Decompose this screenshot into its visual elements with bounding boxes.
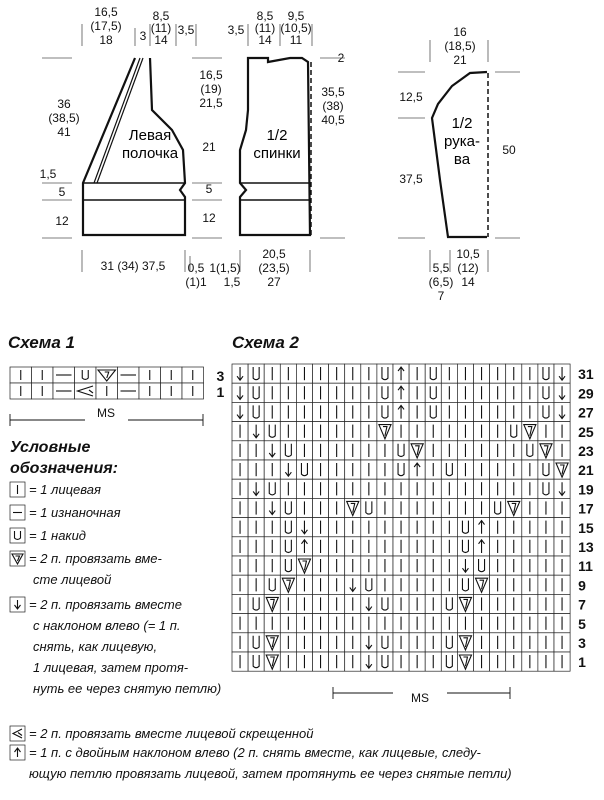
scheme2-cell [264,479,280,498]
legend-item-text: с наклоном влево (= 1 п. [33,618,181,633]
back-bottom-width: 20,5 [262,247,286,261]
front-armhole: 16,5 [199,68,223,82]
scheme2-ms-label: MS [411,691,429,705]
scheme1-row-label: 1 [216,384,225,400]
scheme2-cell [280,518,296,537]
front-shoulder-large: 14 [154,33,168,47]
legend-list [10,482,221,696]
legend-bottom-item [10,745,512,781]
scheme2-cell [425,383,441,402]
front-height: 36 [57,97,71,111]
front-height-large: 41 [57,125,71,139]
back-name-2: спинки [253,145,301,162]
sleeve-cuff-width-large: 14 [461,275,475,289]
sleeve-top-width-mid: (18,5) [444,39,476,53]
scheme2-cell [248,594,264,613]
scheme2-row-label: 19 [578,481,594,498]
legend-title: Условные [10,439,91,456]
legend-item-text: нуть ее через снятую петлю) [33,681,222,696]
scheme2-cell [538,364,554,383]
scheme2-cell [361,575,377,594]
back-labels [209,9,345,289]
scheme2-cell [538,402,554,421]
scheme2-cell [248,652,264,671]
scheme2-row-label: 7 [578,596,586,613]
legend-item-text: = 1 лицевая [29,482,101,497]
front-bottom-width: 31 (34) 37,5 [100,259,166,273]
scheme2-grid [232,364,594,671]
front-shoulder-mid: (11) [150,21,172,35]
scheme2-row-label: 3 [578,635,586,651]
sleeve-cuff-width: 10,5 [456,247,480,261]
scheme2-cell [490,498,506,517]
legend-item-text: = 2 п. провязать вместе [29,597,182,612]
sleeve-cuff-offset: 5,5 [432,261,450,275]
scheme1-row [10,367,225,384]
scheme2-cell [280,498,296,517]
scheme2-row-label: 5 [578,615,586,632]
scheme2-row-label: 29 [578,385,594,402]
front-rib-right: 12 [202,211,216,225]
front-top-width-mid: (17,5) [90,19,122,33]
scheme2-cell [441,633,457,652]
front-name-2: полочка [121,145,179,162]
scheme2-cell [522,441,538,460]
scheme2-row [232,537,594,556]
scheme2-cell [280,556,296,575]
scheme2-cell [425,402,441,421]
back-neck: 9,5 [287,9,305,23]
scheme2-row-label: 23 [578,443,594,459]
scheme2-cell [393,441,409,460]
scheme1-title: Схема 1 [8,333,75,352]
legend-item-text: = 1 изнаночная [29,505,121,520]
scheme2-cell [441,460,457,479]
scheme1-row [10,383,225,400]
sleeve-name-2: рука- [444,133,480,150]
scheme2-row [232,441,594,460]
scheme2-row [232,652,586,671]
scheme2-cell [457,575,473,594]
scheme2-cell [377,364,393,383]
front-small-step: 1,5 [39,167,57,181]
scheme2-cell [441,652,457,671]
front-side-offset-2: (1)1 [185,275,207,289]
scheme2-cell [506,422,522,441]
scheme2-row [232,633,586,652]
sleeve-name-3: ва [453,151,471,168]
back-neck-large: 11 [289,33,303,47]
scheme2-cell [248,633,264,652]
legend-title-2: обозначения: [10,460,118,477]
front-band-right: 5 [205,182,213,196]
front-name: Левая [128,127,172,144]
sleeve-cap-height: 12,5 [399,90,423,104]
sleeve-body-height: 37,5 [399,172,423,186]
back-height-large: 40,5 [321,113,345,127]
scheme2-row-label: 13 [578,539,594,555]
scheme2-row-label: 27 [578,404,594,421]
scheme2-cell [441,594,457,613]
legend-bottom-text: = 1 п. с двойным наклоном влево (2 п. снять вместе, как лицевые, следу- [29,745,481,760]
front-armhole-large: 21,5 [199,96,223,110]
legend-bottom-text: = 2 п. провязать вместе лицевой скрещенной [29,726,314,741]
scheme2-row-label: 31 [578,366,594,383]
scheme2-title: Схема 2 [232,333,299,352]
scheme2-cell [280,441,296,460]
back-side-offset: 1(1,5) [209,261,241,275]
legend-item-text: сте лицевой [33,572,112,587]
front-rib-left: 12 [55,214,69,228]
scheme2-cell [457,518,473,537]
scheme2-row [232,479,594,498]
back-neck-depth: 2 [337,51,345,65]
front-neck-gap: 3 [139,29,147,43]
legend-item [10,528,86,543]
legend-item [10,597,221,696]
front-armhole-mid: (19) [200,82,222,96]
scheme2-cell [248,402,264,421]
scheme2-cell [538,479,554,498]
scheme2-row [232,575,586,594]
scheme2-cell [248,383,264,402]
scheme2-row [232,518,594,537]
sleeve-cuff-offset-large: 7 [437,289,445,303]
scheme2-cell [377,594,393,613]
front-band-left: 5 [58,185,66,199]
back-edge-top: 3,5 [227,23,245,37]
back-name: 1/2 [266,127,288,144]
back-shoulder-large: 14 [258,33,272,47]
scheme2-row [232,422,594,441]
legend-item-text: снять, как лицевую, [33,639,158,654]
scheme2-row [232,383,594,402]
back-neck-mid: (10,5) [280,21,312,35]
back-bottom-width-large: 27 [267,275,281,289]
legend-bottom-item [10,726,314,741]
scheme1-ms-label: MS [97,406,115,420]
scheme2-row-label: 11 [578,558,593,575]
scheme2-cell [457,537,473,556]
back-side-offset-2: 1,5 [223,275,241,289]
legend-item [10,482,101,497]
back-bottom-width-mid: (23,5) [258,261,290,275]
legend-item-text: = 2 п. провязать вме- [29,551,162,566]
back-shoulder-mid: (11) [254,21,276,35]
scheme2-row [232,614,586,633]
legend-item-text: = 1 накид [29,528,86,543]
sleeve-top-width-large: 21 [453,53,467,67]
scheme1-cell [75,367,97,383]
scheme2-cell [393,460,409,479]
front-top-width-large: 18 [99,33,113,47]
front-edge-top: 3,5 [177,23,195,37]
scheme2-row [232,460,594,479]
scheme2-cell [538,383,554,402]
scheme2-cell [377,652,393,671]
front-top-width: 16,5 [94,5,118,19]
scheme2-row [232,402,594,421]
scheme2-row-label: 9 [578,577,586,594]
scheme1-grid [10,367,225,400]
scheme2-row [232,498,594,517]
scheme2-row [232,364,594,383]
scheme2-row-label: 15 [578,519,594,536]
sleeve-total-height: 50 [502,143,516,157]
scheme2-cell [361,498,377,517]
scheme2-row-label: 25 [578,423,594,440]
sleeve-labels [399,25,516,303]
scheme2-cell [264,575,280,594]
back-height: 35,5 [321,85,345,99]
legend-item [10,505,121,520]
scheme2-cell [377,383,393,402]
front-labels [40,5,223,289]
front-side-offset: 0,5 [187,261,205,275]
scheme2-cell [425,364,441,383]
scheme2-row-label: 1 [578,654,586,671]
sleeve-cuff-width-mid: (12) [457,261,479,275]
scheme2-row [232,594,586,613]
legend-item-text: 1 лицевая, затем протя- [33,660,189,675]
front-height-mid: (38,5) [48,111,80,125]
sleeve-name: 1/2 [451,115,473,132]
scheme2-cell [280,537,296,556]
sleeve-cuff-offset-mid: (6,5) [428,275,454,289]
back-shoulder: 8,5 [256,9,274,23]
back-height-mid: (38) [322,99,344,113]
scheme2-cell [264,422,280,441]
scheme2-cell [296,460,312,479]
front-mid-height: 21 [202,140,216,154]
scheme2-row-label: 21 [578,462,594,479]
scheme2-cell [474,556,490,575]
sleeve-top-width: 16 [453,25,467,39]
scheme1-row-label: 3 [216,368,225,384]
scheme2-row [232,556,593,575]
front-shoulder: 8,5 [152,9,170,23]
scheme2-row-label: 17 [578,500,594,517]
legend-bottom [10,726,512,781]
scheme2-cell [248,364,264,383]
scheme2-cell [377,402,393,421]
scheme2-cell [377,633,393,652]
scheme2-cell [538,460,554,479]
legend-bottom-text-2: ющую петлю провязать лицевой, затем протянуть ее через снятые петли) [29,766,512,781]
legend-item [10,551,163,587]
